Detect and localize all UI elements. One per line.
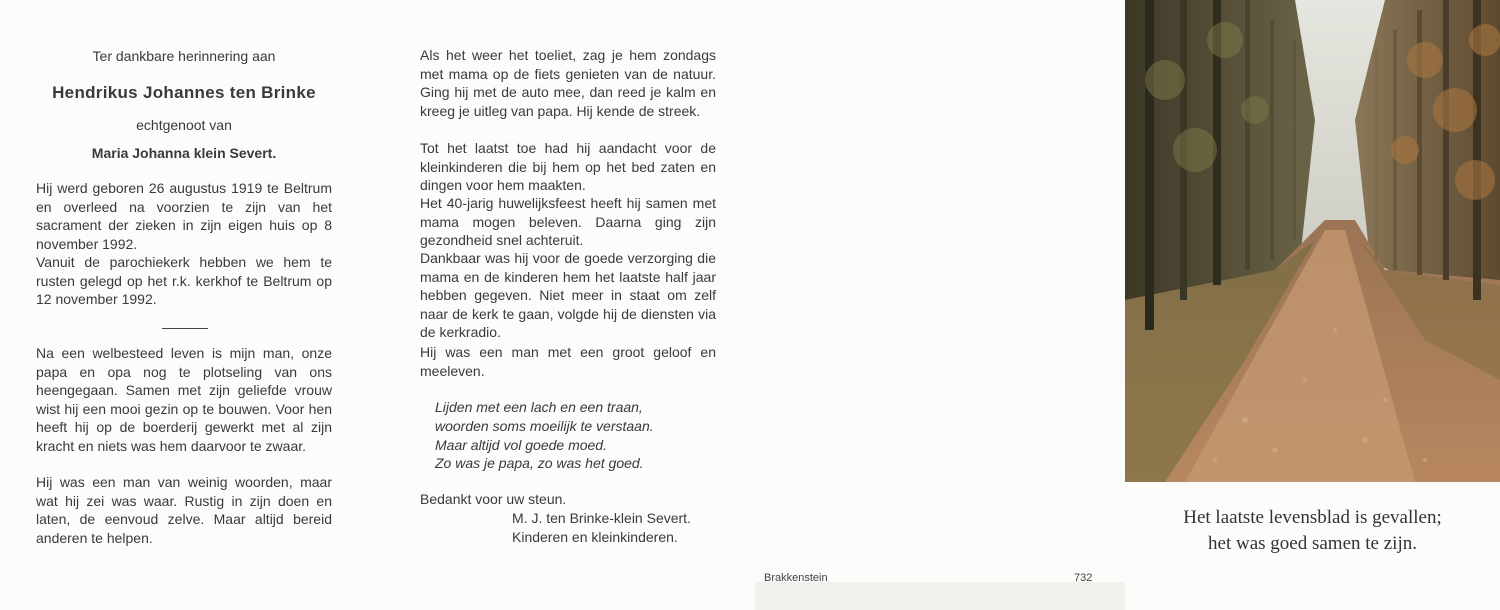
front-caption — [1125, 505, 1500, 557]
grandchildren-paragraph: Tot het laatst toe had hij aandacht voor de kleinkinderen die bij hem op het bed zaten en dingen voor hem maakten. — [420, 140, 716, 194]
signature — [512, 509, 742, 547]
poem-line: woorden soms moeilijk te verstaan. — [435, 417, 654, 434]
life-paragraph: Na een welbesteed leven is mijn man, onze papa en opa nog te plotseling van ons heengegaan. Samen met zijn geliefde vrouw wist hij een mooi gezin op te bouwen. Voor hen heeft hij op de boerderij gewerkt met al zijn kracht en niets was hem daarvoor te zwaar. — [36, 345, 332, 454]
anniversary-paragraph: Het 40-jarig huwelijksfeest heeft hij samen met mama mogen beleven. Daarna ging zijn gezondheid snel achteruit. — [420, 195, 716, 249]
card-back — [755, 0, 1125, 610]
back-strip — [755, 582, 1125, 610]
burial-paragraph: Vanuit de parochiekerk hebben we hem te rusten gelegd op het r.k. kerkhof te Beltrum op 12 november 1992. — [36, 254, 332, 308]
thanks-text: Bedankt voor uw steun. — [420, 491, 567, 507]
caption-line: het was goed samen te zijn. — [1208, 533, 1417, 554]
poem-line: Maar altijd vol goede moed. — [435, 436, 607, 453]
poem — [435, 398, 725, 473]
divider-line — [162, 328, 208, 329]
nature-paragraph: Als het weer het toeliet, zag je hem zondags met mama op de fiets genieten van de natuur. Ging hij met de auto mee, dan reed je kalm en kreeg je uitleg van papa. Hij kende de streek. — [420, 47, 716, 119]
character-paragraph: Hij was een man van weinig woorden, maar wat hij zei was waar. Rustig in zijn doen en laten, de eenvoud zelve. Maar altijd bereid anderen te helpen. — [36, 474, 332, 546]
card-front — [1125, 0, 1500, 610]
signature-line: M. J. ten Brinke-klein Severt. — [512, 510, 691, 526]
card-page-left — [0, 0, 380, 610]
faith-paragraph: Hij was een man met een groot geloof en meeleven. — [420, 344, 716, 379]
birth-death-paragraph: Hij werd geboren 26 augustus 1919 te Beltrum en overleed na voorzien te zijn van het sacrament der zieken in zijn eigen huis op 8 november 1992. — [36, 180, 332, 252]
card-code: 732 — [1074, 572, 1093, 584]
printer-name: Brakkenstein — [764, 572, 828, 584]
card-page-middle — [380, 0, 755, 610]
intro-text: Ter dankbare herinnering aan — [92, 48, 276, 64]
poem-line: Lijden met een lach en een traan, — [435, 399, 643, 415]
spouse-name: Maria Johanna klein Severt. — [91, 145, 277, 161]
deceased-name: Hendrikus Johannes ten Brinke — [52, 83, 316, 102]
care-paragraph: Dankbaar was hij voor de goede verzorging die mama en de kinderen hem het laatste half jaar hebben gegeven. Niet meer in staat om zelf naar de kerk te gaan, volgde hij de diensten via de kerkradio. — [420, 250, 716, 341]
signature-line: Kinderen en kleinkinderen. — [512, 528, 678, 545]
forest-path-photo — [1125, 0, 1500, 482]
relation-text: echtgenoot van — [136, 117, 232, 133]
poem-line: Zo was je papa, zo was het goed. — [435, 455, 644, 472]
caption-line: Het laatste levensblad is gevallen; — [1183, 507, 1442, 528]
